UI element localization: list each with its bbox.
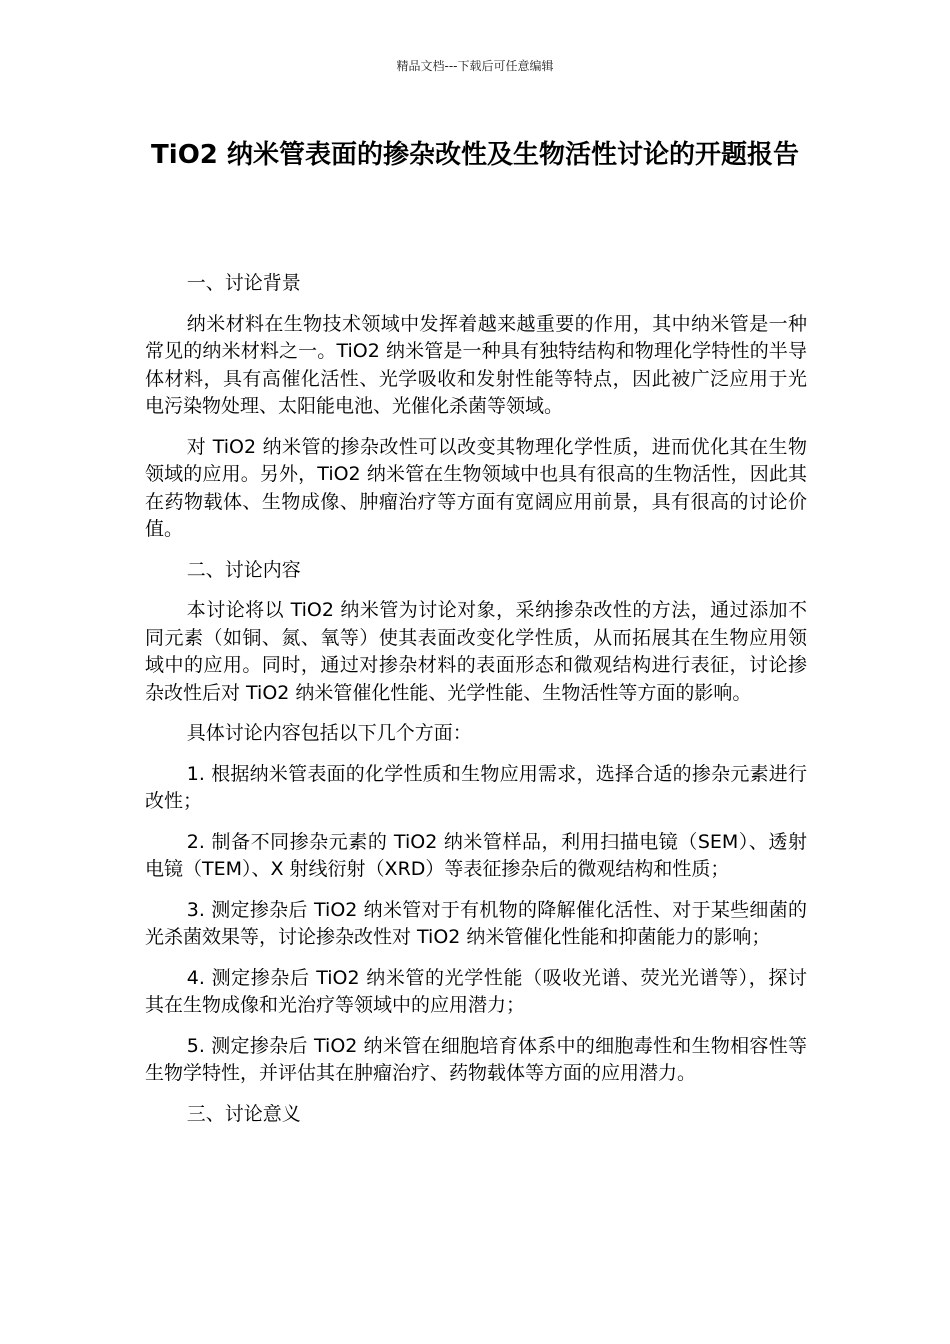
section-heading-content: 二、讨论内容 (186, 558, 301, 581)
paragraph: 本讨论将以 TiO2 纳米管为讨论对象，采纳掺杂改性的方法，通过添加不同元素（如铜、氮、氧等）使其表面改变化学性质，从而拓展其在生物应用领域中的应用。同时，通过对掺杂材料的表面形态和微观结构进行表征，讨论掺杂改性后对 TiO2 纳米管催化性能、光学性能、生物活性等方面的影响。 (145, 599, 807, 704)
paragraph: 对 TiO2 纳米管的掺杂改性可以改变其物理化学性质，进而优化其在生物领域的应用。另外，TiO2 纳米管在生物领域中也具有很高的生物活性，因此其在药物载体、生物成像、肿瘤治疗等方面有宽阔应用前景，具有很高的讨论价值。 (145, 435, 807, 540)
section-heading-background: 一、讨论背景 (186, 272, 301, 294)
paragraph: 纳米材料在生物技术领域中发挥着越来越重要的作用，其中纳米管是一种常见的纳米材料之一。TiO2 纳米管是一种具有独特结构和物理化学特性的半导体材料，具有高催化活性、光学吸收和发射性能等特点，因此被广泛应用于光电污染物处理、太阳能电池、光催化杀菌等领域。 (145, 312, 807, 417)
list-item: 2. 制备不同掺杂元素的 TiO2 纳米管样品，利用扫描电镜（SEM）、透射电镜（TEM）、X 射线衍射（XRD）等表征掺杂后的微观结构和性质； (145, 830, 807, 880)
list-item: 3. 测定掺杂后 TiO2 纳米管对于有机物的降解催化活性、对于某些细菌的光杀菌效果等，讨论掺杂改性对 TiO2 纳米管催化性能和抑菌能力的影响； (145, 898, 807, 948)
section-heading-significance: 三、讨论意义 (186, 1102, 301, 1125)
page-header-note: 精品文档---下载后可任意编辑 (396, 59, 554, 73)
list-item: 1. 根据纳米管表面的化学性质和生物应用需求，选择合适的掺杂元素进行改性； (145, 762, 807, 812)
document-body (145, 270, 807, 1141)
list-item: 4. 测定掺杂后 TiO2 纳米管的光学性能（吸收光谱、荧光光谱等），探讨其在生物成像和光治疗等领域中的应用潜力； (145, 966, 807, 1016)
document-title: TiO2 纳米管表面的掺杂改性及生物活性讨论的开题报告 (151, 140, 799, 170)
paragraph: 具体讨论内容包括以下几个方面： (186, 722, 472, 744)
list-item: 5. 测定掺杂后 TiO2 纳米管在细胞培育体系中的细胞毒性和生物相容性等生物学特性，并评估其在肿瘤治疗、药物载体等方面的应用潜力。 (145, 1034, 807, 1084)
